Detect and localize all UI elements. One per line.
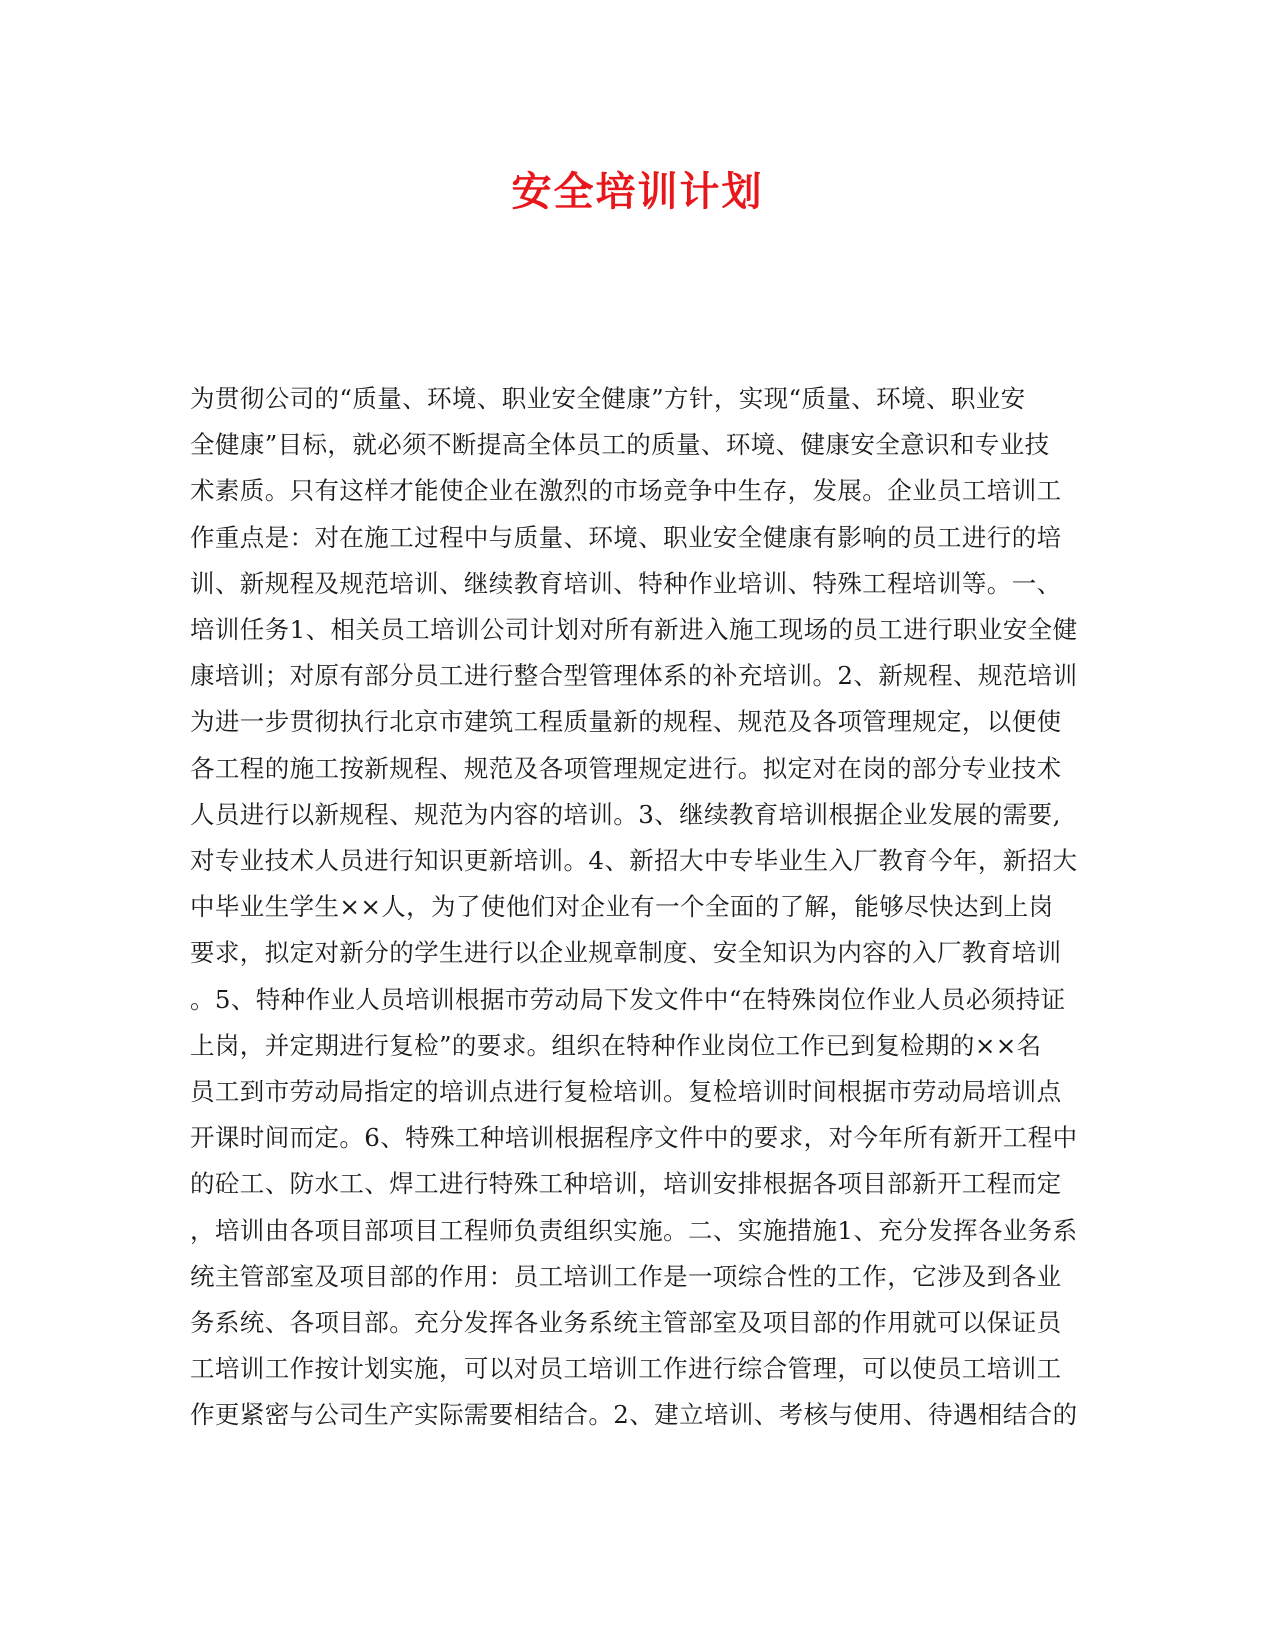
body-line: 康培训；对原有部分员工进行整合型管理体系的补充培训。2、新规程、规范培训 [190,661,1078,691]
body-line: 人员进行以新规程、规范为内容的培训。3、继续教育培训根据企业发展的需要, [190,799,1061,829]
body-line: 员工到市劳动局指定的培训点进行复检培训。复检培训时间根据市劳动局培训点 [190,1077,1062,1107]
body-line: 训、新规程及规范培训、继续教育培训、特种作业培训、特殊工程培训等。一、 [190,568,1062,598]
body-line: 务系统、各项目部。充分发挥各业务系统主管部室及项目部的作用就可以保证员 [190,1308,1062,1338]
document-title: 安全培训计划 [511,168,764,215]
document-body [190,376,1080,1439]
body-line: 作更紧密与公司生产实际需要相结合。2、建立培训、考核与使用、待遇相结合的 [190,1400,1078,1430]
body-line: 上岗，并定期进行复检”的要求。组织在特种作业岗位工作已到复检期的××名 [190,1030,1042,1060]
body-line: ，培训由各项目部项目工程师负责组织实施。二、实施措施1、充分发挥各业务系 [190,1215,1078,1245]
body-line: 工培训工作按计划实施，可以对员工培训工作进行综合管理，可以使员工培训工 [190,1354,1062,1384]
body-line: 对专业技术人员进行知识更新培训。4、新招大中专毕业生入厂教育今年，新招大 [190,846,1078,876]
body-line: 全健康”目标，就必须不断提高全体员工的质量、环境、健康安全意识和专业技 [190,430,1050,460]
body-line: 培训任务1、相关员工培训公司计划对所有新进入施工现场的员工进行职业安全健 [190,615,1078,645]
body-line: 作重点是：对在施工过程中与质量、环境、职业安全健康有影响的员工进行的培 [190,522,1062,552]
body-line: 要求，拟定对新分的学生进行以企业规章制度、安全知识为内容的入厂教育培训 [190,938,1062,968]
body-line: 。5、特种作业人员培训根据市劳动局下发文件中“在特殊岗位作业人员必须持证 [190,984,1066,1014]
body-line: 为进一步贯彻执行北京市建筑工程质量新的规程、规范及各项管理规定，以便使 [190,707,1062,737]
body-line: 术素质。只有这样才能使企业在激烈的市场竞争中生存，发展。企业员工培训工 [190,476,1062,506]
body-line: 为贯彻公司的“质量、环境、职业安全健康”方针，实现“质量、环境、职业安 [190,384,1026,413]
body-line: 中毕业生学生××人，为了使他们对企业有一个全面的了解，能够尽快达到上岗 [190,892,1054,922]
body-line: 开课时间而定。6、特殊工种培训根据程序文件中的要求，对今年所有新开工程中 [190,1123,1078,1153]
body-line: 各工程的施工按新规程、规范及各项管理规定进行。拟定对在岗的部分专业技术 [190,753,1062,783]
body-line: 的砼工、防水工、焊工进行特殊工种培训，培训安排根据各项目部新开工程而定 [190,1169,1062,1199]
body-line: 统主管部室及项目部的作用：员工培训工作是一项综合性的工作，它涉及到各业 [190,1261,1062,1291]
